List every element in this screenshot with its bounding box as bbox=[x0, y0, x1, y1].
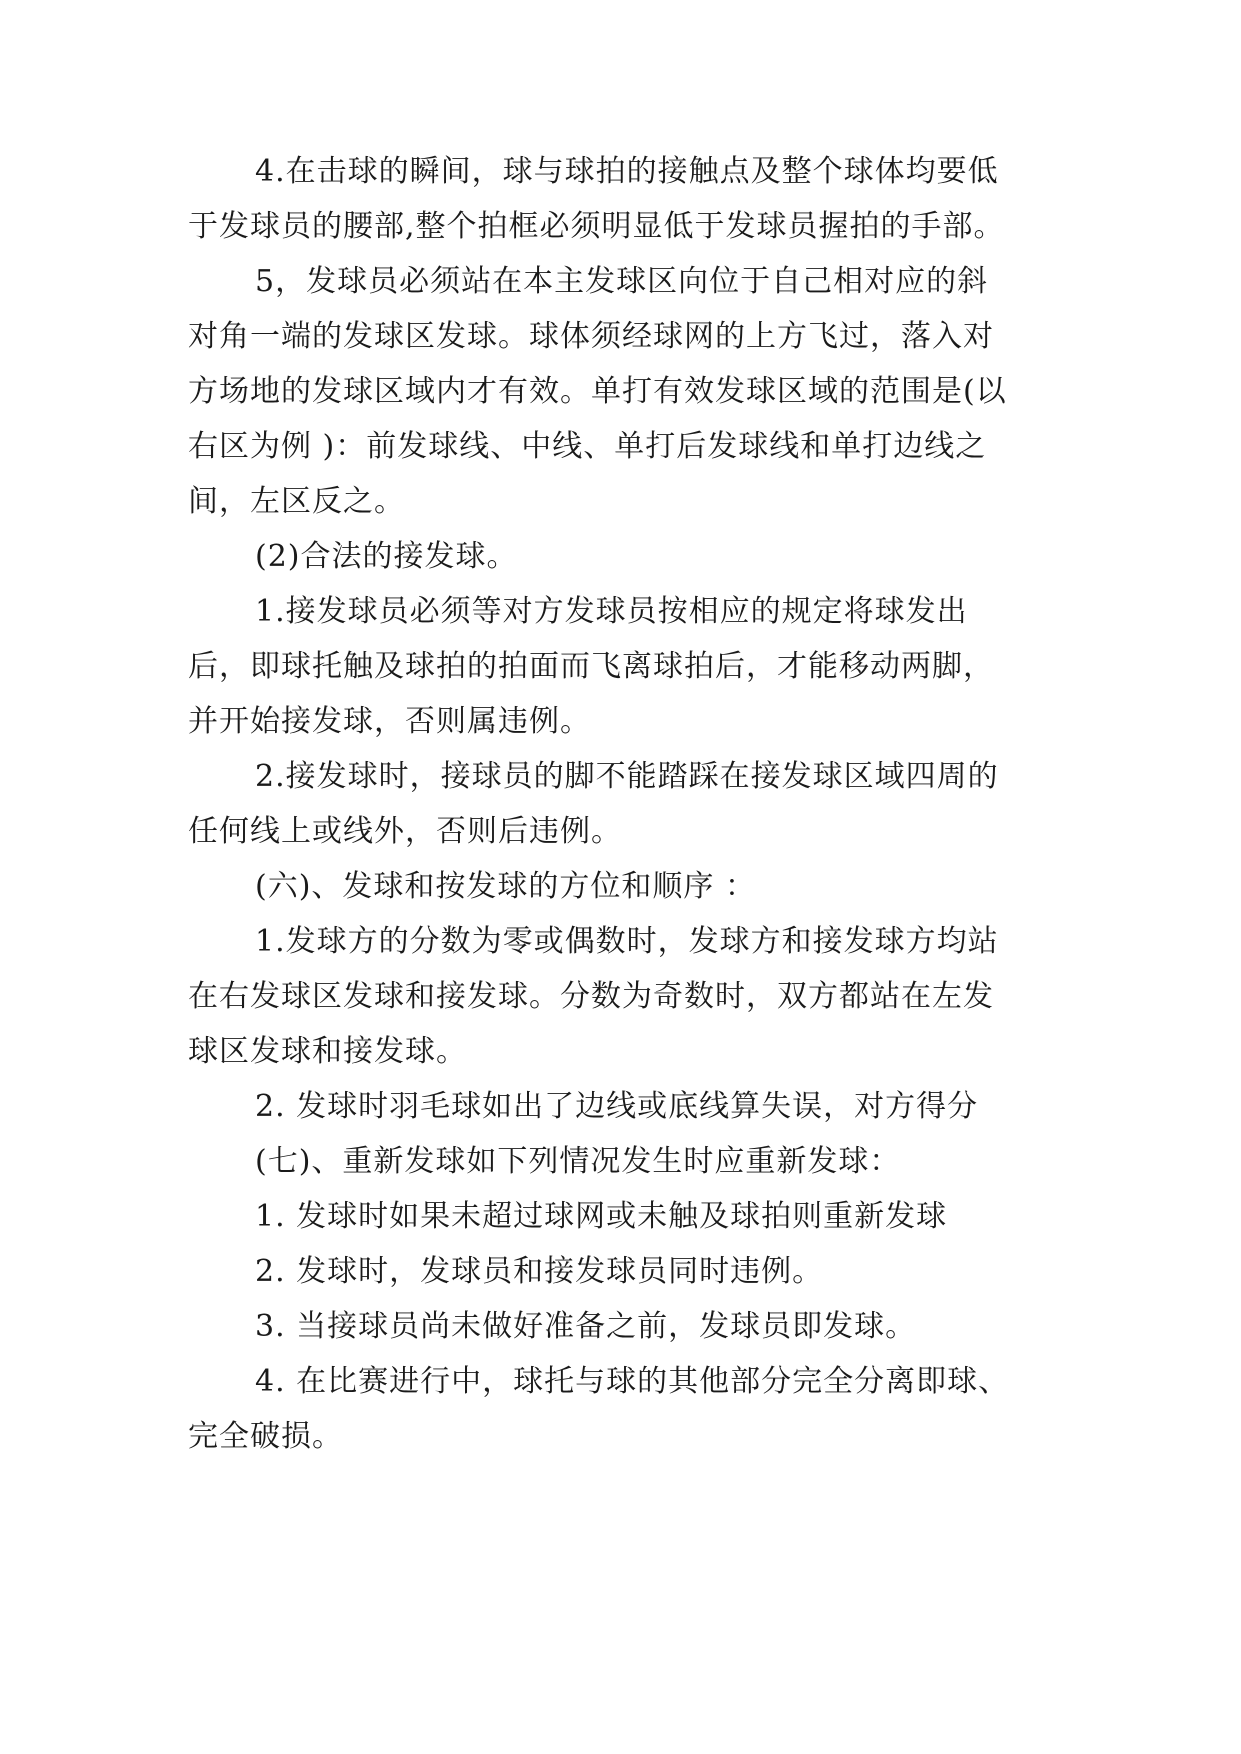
text-line: 2. 发球时羽毛球如出了边线或底线算失误，对方得分 bbox=[255, 1089, 979, 1124]
section-heading: (七)、重新发球如下列情况发生时应重新发球： bbox=[255, 1144, 901, 1179]
text-line: 方场地的发球区域内才有效。单打有效发球区域的范围是(以 bbox=[188, 374, 1007, 409]
text-line: 4. 在比赛进行中，球托与球的其他部分完全分离即球、 bbox=[255, 1364, 1010, 1399]
text-line: 右区为例 )：前发球线、中线、单打后发球线和单打边线之 bbox=[188, 429, 987, 464]
text-line: 1.发球方的分数为零或偶数时，发球方和接发球方均站 bbox=[255, 924, 999, 959]
text-line: 任何线上或线外，否则后违例。 bbox=[188, 814, 622, 849]
text-line: 于发球员的腰部,整个拍框必须明显低于发球员握拍的手部。 bbox=[188, 209, 1005, 244]
text-line: 3. 当接球员尚未做好准备之前，发球员即发球。 bbox=[255, 1309, 917, 1344]
text-line: 完全破损。 bbox=[188, 1419, 343, 1454]
text-line: 球区发球和接发球。 bbox=[188, 1034, 467, 1069]
text-line: 在右发球区发球和接发球。分数为奇数时，双方都站在左发 bbox=[188, 979, 994, 1014]
section-heading: (六)、发球和按发球的方位和顺序 ： bbox=[255, 869, 756, 904]
section-heading: (2)合法的接发球。 bbox=[255, 539, 518, 574]
text-line: 对角一端的发球区发球。球体须经球网的上方飞过，落入对 bbox=[188, 319, 994, 354]
text-line: 2.接发球时，接球员的脚不能踏踩在接发球区域四周的 bbox=[255, 759, 999, 794]
text-line: 1. 发球时如果未超过球网或未触及球拍则重新发球 bbox=[255, 1199, 948, 1234]
text-line: 5，发球员必须站在本主发球区向位于自己相对应的斜 bbox=[255, 264, 989, 299]
text-line: 后，即球托触及球拍的拍面而飞离球拍后，才能移动两脚， bbox=[188, 649, 994, 684]
text-line: 并开始接发球，否则属违例。 bbox=[188, 704, 591, 739]
text-line: 2. 发球时，发球员和接发球员同时违例。 bbox=[255, 1254, 824, 1289]
text-line: 4.在击球的瞬间，球与球拍的接触点及整个球体均要低 bbox=[255, 154, 999, 189]
text-line: 1.接发球员必须等对方发球员按相应的规定将球发出 bbox=[255, 594, 968, 629]
text-line: 间，左区反之。 bbox=[188, 484, 405, 519]
